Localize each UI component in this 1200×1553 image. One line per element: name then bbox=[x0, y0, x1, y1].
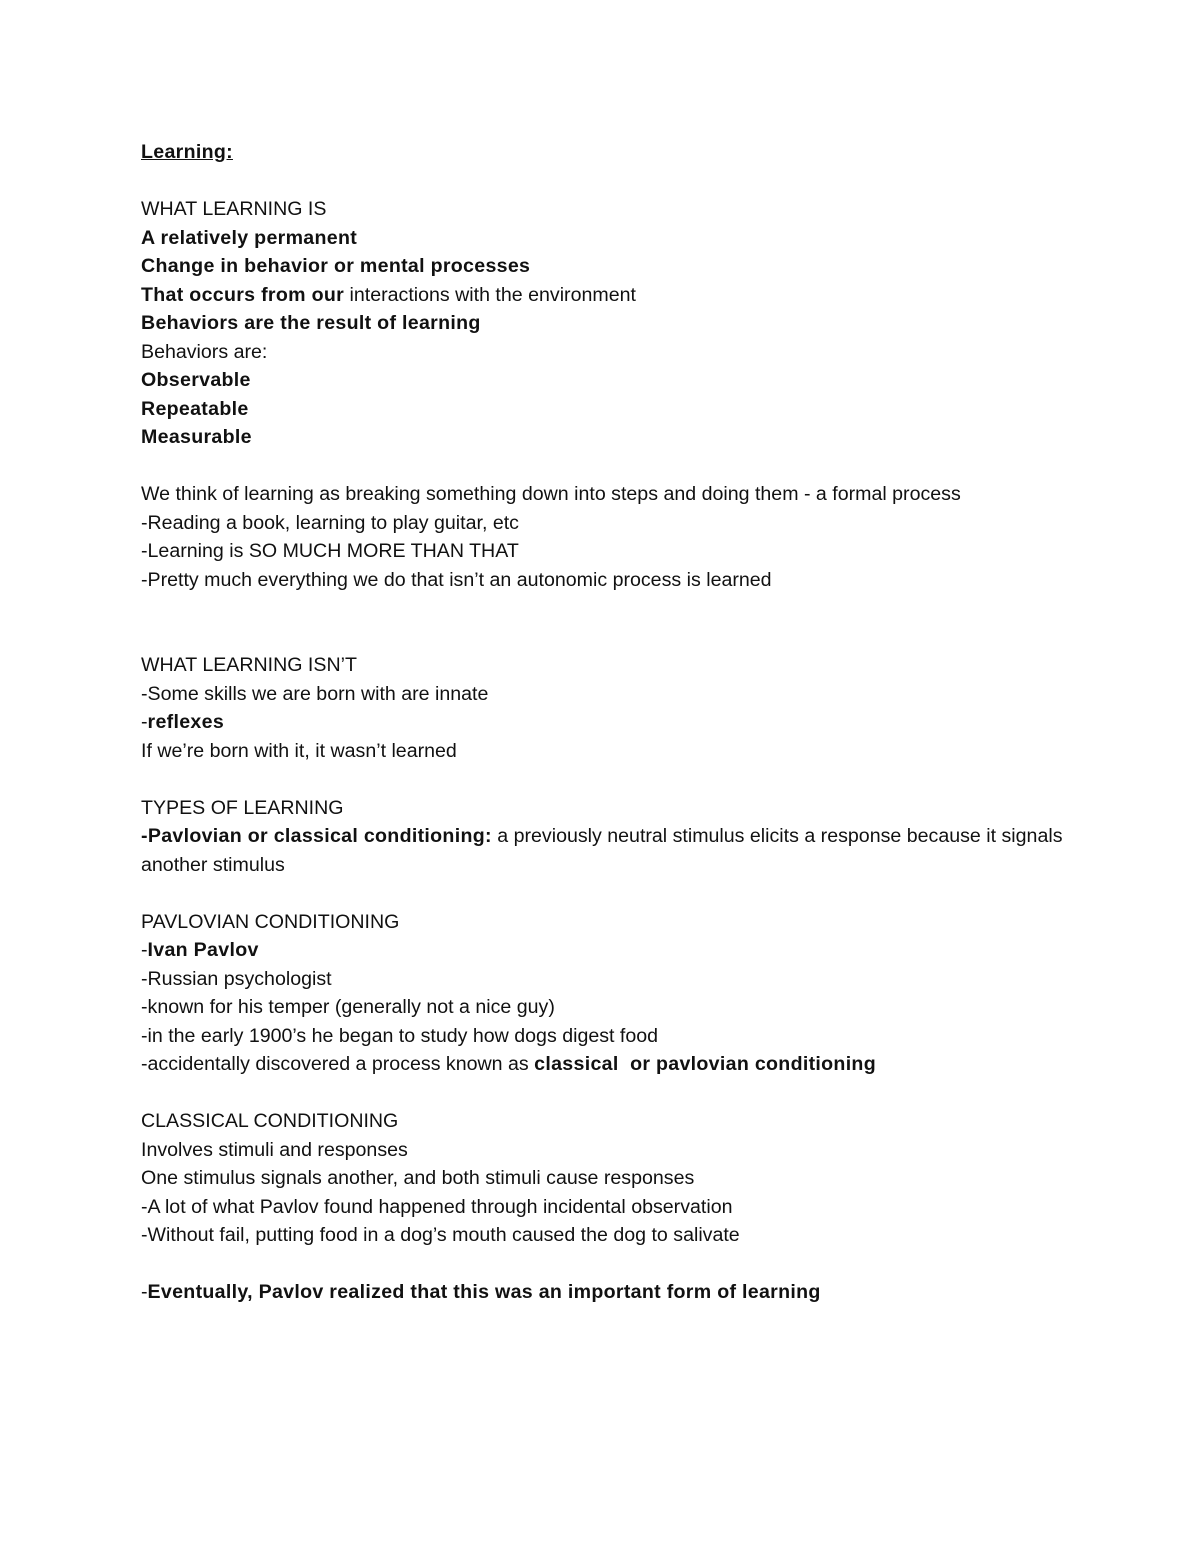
paragraph-line: -Russian psychologist bbox=[141, 967, 332, 990]
paragraph-line: -Reading a book, learning to play guitar, etc bbox=[141, 511, 519, 534]
paragraph-line bbox=[141, 1278, 1071, 1307]
paragraph-line bbox=[141, 708, 1071, 737]
section-heading-what-learning-is: WHAT LEARNING IS bbox=[141, 198, 327, 220]
paragraph-line: -Pretty much everything we do that isn’t an autonomic process is learned bbox=[141, 568, 772, 591]
paragraph-line bbox=[141, 1050, 1071, 1079]
plain-text: a previously neutral stimulus elicits a response because it signals another stimulus bbox=[141, 825, 1063, 876]
definition-line: Behaviors are the result of learning bbox=[141, 312, 481, 334]
paragraph-line: -Some skills we are born with are innate bbox=[141, 682, 489, 705]
spacer bbox=[141, 879, 1071, 908]
section-heading-classical-conditioning: CLASSICAL CONDITIONING bbox=[141, 1110, 399, 1132]
definition-line: Behaviors are: bbox=[141, 340, 268, 363]
definition-line: Change in behavior or mental processes bbox=[141, 255, 531, 277]
dash-text: - bbox=[141, 1281, 148, 1303]
bold-text: Eventually, Pavlov realized that this was an important form of learning bbox=[147, 1281, 821, 1303]
spacer bbox=[141, 765, 1071, 794]
spacer bbox=[141, 1250, 1071, 1279]
page-title: Learning: bbox=[141, 141, 233, 163]
paragraph-line: -A lot of what Pavlov found happened through incidental observation bbox=[141, 1195, 733, 1218]
paragraph-line: If we’re born with it, it wasn’t learned bbox=[141, 739, 457, 762]
behavior-trait: Measurable bbox=[141, 426, 252, 448]
spacer bbox=[141, 594, 1071, 651]
paragraph-line: Involves stimuli and responses bbox=[141, 1138, 408, 1161]
spacer bbox=[141, 452, 1071, 481]
section-heading-what-learning-isnt: WHAT LEARNING ISN’T bbox=[141, 654, 357, 676]
dash-text: - bbox=[141, 939, 148, 961]
plain-text: -accidentally discovered a process known as bbox=[141, 1053, 535, 1075]
bold-text: Ivan Pavlov bbox=[147, 939, 259, 961]
paragraph bbox=[141, 822, 1071, 879]
paragraph-line bbox=[141, 936, 1071, 965]
document-body bbox=[141, 138, 1071, 1307]
paragraph-line: -Without fail, putting food in a dog’s mouth caused the dog to salivate bbox=[141, 1224, 740, 1246]
spacer bbox=[141, 1079, 1071, 1108]
paragraph-line: We think of learning as breaking something down into steps and doing them - a formal process bbox=[141, 483, 961, 505]
behavior-trait: Repeatable bbox=[141, 397, 249, 420]
paragraph-line: -known for his temper (generally not a nice guy) bbox=[141, 996, 555, 1018]
definition-plain-text: interactions with the environment bbox=[344, 283, 636, 306]
dash-text: - bbox=[141, 711, 148, 733]
section-heading-pavlovian-conditioning: PAVLOVIAN CONDITIONING bbox=[141, 910, 400, 933]
definition-line: A relatively permanent bbox=[141, 226, 358, 249]
bold-text: reflexes bbox=[147, 711, 225, 733]
paragraph-line: One stimulus signals another, and both stimuli cause responses bbox=[141, 1167, 695, 1189]
behavior-trait: Observable bbox=[141, 369, 251, 391]
section-heading-types-of-learning: TYPES OF LEARNING bbox=[141, 796, 344, 819]
paragraph-line: -Learning is SO MUCH MORE THAN THAT bbox=[141, 540, 519, 562]
bold-text: -Pavlovian or classical conditioning: bbox=[141, 825, 492, 847]
spacer bbox=[141, 167, 1071, 196]
definition-line bbox=[141, 281, 1071, 310]
definition-bold-text: That occurs from our bbox=[141, 283, 345, 306]
paragraph-line: -in the early 1900’s he began to study how dogs digest food bbox=[141, 1024, 659, 1047]
bold-text: classical or pavlovian conditioning bbox=[534, 1053, 876, 1075]
